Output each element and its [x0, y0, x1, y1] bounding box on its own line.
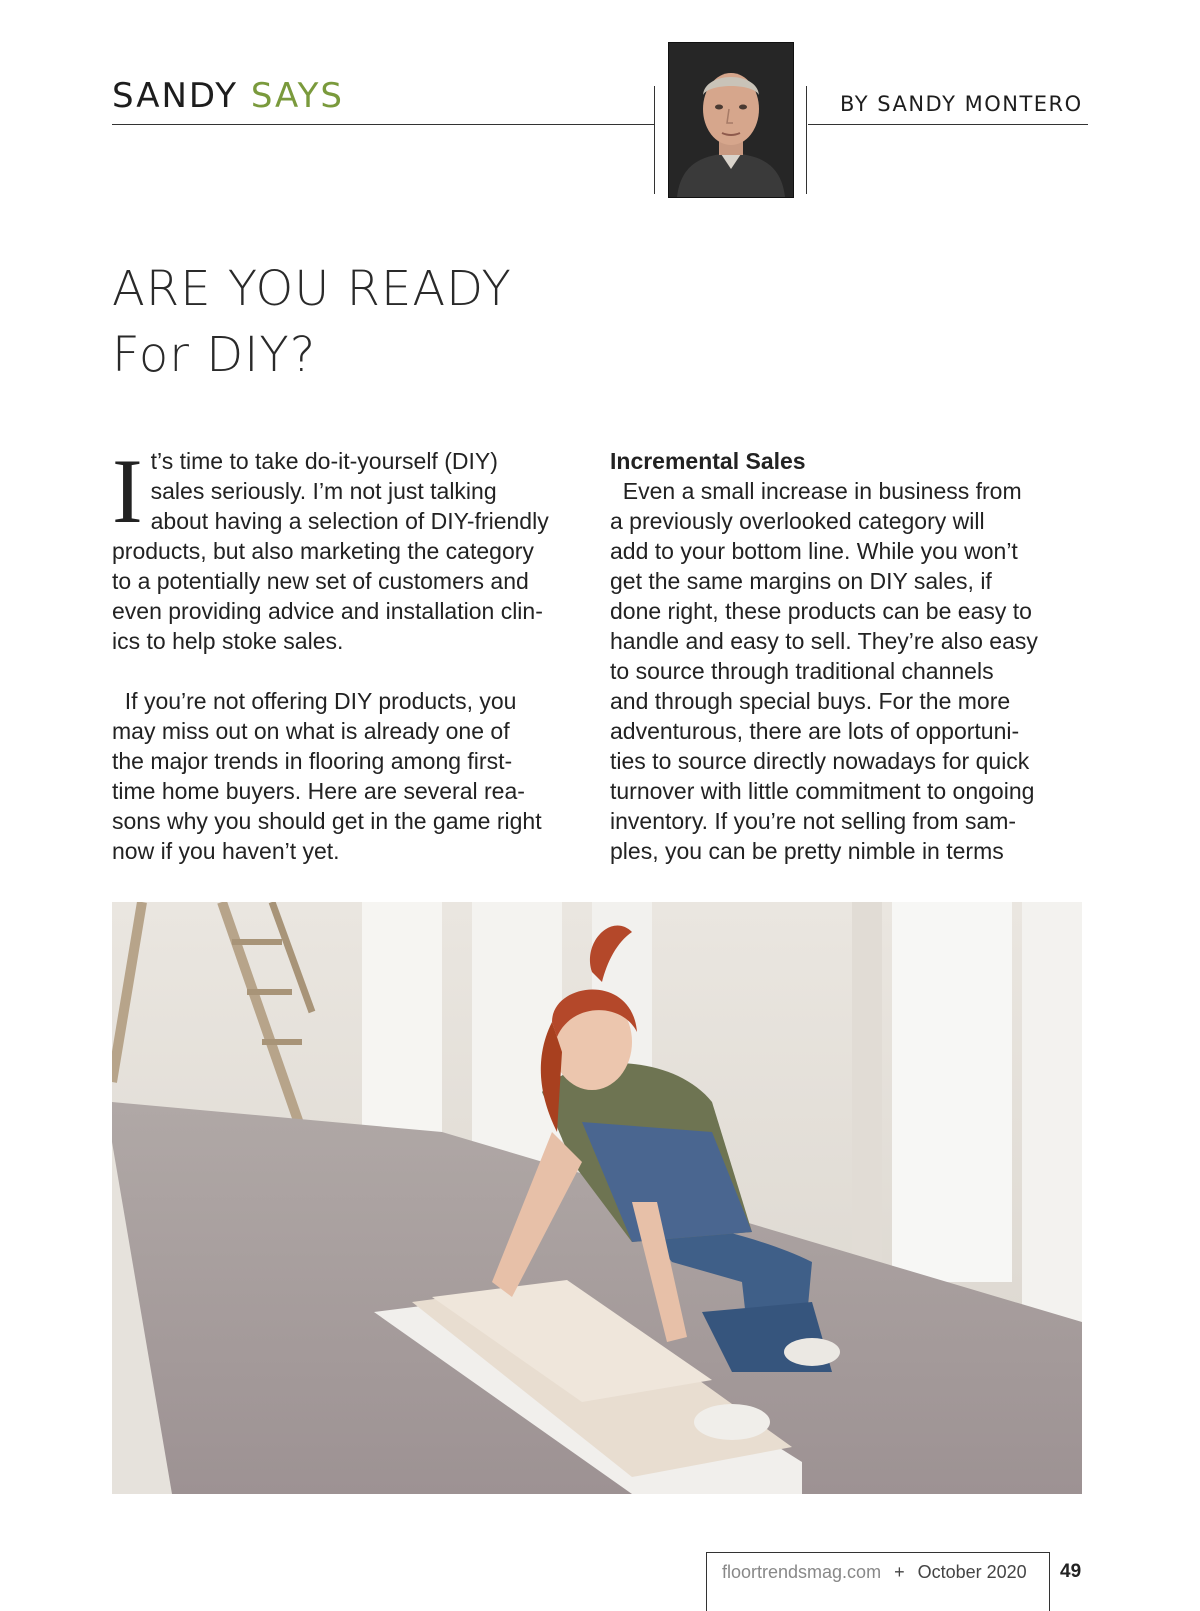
article-column-2: [610, 446, 1090, 866]
text-line: to a potentially new set of customers and: [112, 568, 529, 594]
text-line: ples, you can be pretty nimble in terms: [610, 838, 1004, 864]
footer-separator: +: [894, 1562, 905, 1582]
text-line: add to your bottom line. While you won’t: [610, 538, 1018, 564]
text-line: time home buyers. Here are several rea-: [112, 778, 525, 804]
text-line: Even a small increase in business from: [610, 478, 1022, 504]
section-subhead: Incremental Sales: [610, 448, 806, 474]
page-number: 49: [1060, 1561, 1082, 1582]
footer-issue: October 2020: [917, 1562, 1027, 1582]
headline: [112, 256, 512, 388]
text-line: and through special buys. For the more: [610, 688, 1011, 714]
text-line: get the same margins on DIY sales, if: [610, 568, 992, 594]
article-column-1: [112, 440, 592, 866]
text-line: about having a selection of DIY-friendly: [150, 508, 549, 534]
headline-line-1: ARE YOU READY: [112, 261, 512, 317]
text-line: ics to help stoke sales.: [112, 628, 344, 654]
text-line: handle and easy to sell. They’re also easy: [610, 628, 1038, 654]
text-line: products, but also marketing the category: [112, 538, 534, 564]
headline-line-2: For DIY?: [112, 327, 317, 383]
text-line: a previously overlooked category will: [610, 508, 985, 534]
footer-site: floortrendsmag.com: [722, 1562, 882, 1582]
text-line: to source through traditional channels: [610, 658, 994, 684]
drop-cap: I: [112, 440, 143, 542]
text-line: the major trends in flooring among first-: [112, 748, 513, 774]
portrait-frame-right: [806, 86, 807, 194]
column-title-accent: SAYS: [250, 76, 344, 116]
author-portrait: [668, 42, 794, 198]
text-line: turnover with little commitment to ongoing: [610, 778, 1035, 804]
text-line: even providing advice and installation clin-: [112, 598, 543, 624]
text-line: adventurous, there are lots of opportuni-: [610, 718, 1020, 744]
text-line: may miss out on what is already one of: [112, 718, 510, 744]
column-title-main: SANDY: [112, 76, 238, 116]
text-line: inventory. If you’re not selling from sam-: [610, 808, 1017, 834]
byline: BY SANDY MONTERO: [840, 92, 1083, 116]
text-line: done right, these products can be easy to: [610, 598, 1032, 624]
footer-info: [722, 1562, 1027, 1583]
text-line: sons why you should get in the game right: [112, 808, 542, 834]
header-rule-left: [112, 124, 654, 125]
article-photo: [112, 902, 1082, 1494]
column-title: [112, 76, 344, 116]
header-rule-right: [808, 124, 1088, 125]
text-line: sales seriously. I’m not just talking: [150, 478, 497, 504]
text-line: t’s time to take do-it-yourself (DIY): [150, 448, 498, 474]
text-line: If you’re not offering DIY products, you: [112, 688, 517, 714]
text-line: ties to source directly nowadays for quick: [610, 748, 1030, 774]
portrait-frame-left: [654, 86, 655, 194]
text-line: now if you haven’t yet.: [112, 838, 340, 864]
